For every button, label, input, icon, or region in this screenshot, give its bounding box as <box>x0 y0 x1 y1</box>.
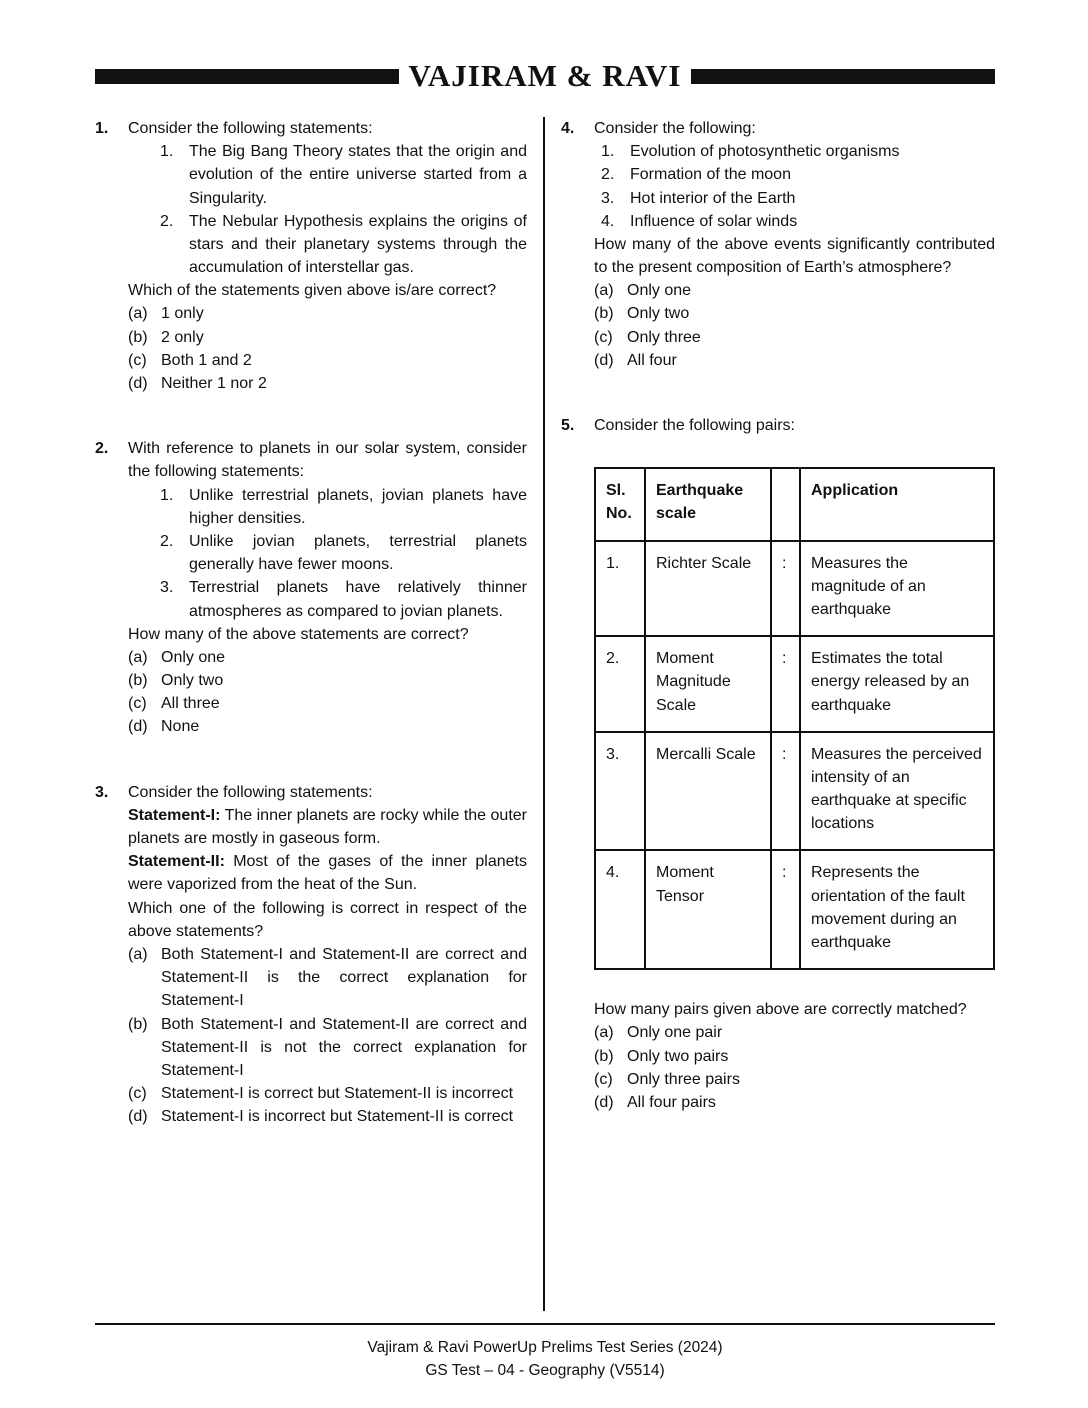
question-number: 4. <box>561 119 575 137</box>
statement-paragraph <box>128 804 527 850</box>
question-3 <box>95 781 527 1129</box>
option-row <box>128 302 527 325</box>
table-header-earthquake-scale: Earthquake scale <box>645 468 771 540</box>
statement-item <box>128 576 527 622</box>
option-text: Only three <box>627 328 701 346</box>
item-text: Formation of the moon <box>630 166 791 184</box>
question-number: 1. <box>95 119 109 137</box>
cell-scale: Richter Scale <box>645 541 771 637</box>
question-2 <box>95 437 527 738</box>
footer-line-1: Vajiram & Ravi PowerUp Prelims Test Series (2024) <box>367 1339 723 1357</box>
cell-application: Measures the magnitude of an earthquake <box>800 541 994 637</box>
question-body <box>128 437 527 738</box>
item-number: 1. <box>601 143 615 161</box>
statement-paragraph <box>128 850 527 896</box>
question-stem: How many of the above statements are correct? <box>128 625 469 643</box>
option-text: Both 1 and 2 <box>161 351 252 369</box>
option-row <box>594 279 995 302</box>
item-number: 4. <box>601 212 615 230</box>
question-intro: Consider the following: <box>594 119 756 137</box>
option-label: (c) <box>594 328 613 346</box>
footer-divider <box>95 1323 995 1325</box>
cell-application: Represents the orientation of the fault movement during an earthquake <box>800 850 994 969</box>
option-row <box>128 692 527 715</box>
option-label: (d) <box>594 1093 614 1111</box>
option-label: (c) <box>594 1070 613 1088</box>
question-1 <box>95 117 527 395</box>
option-label: (d) <box>594 351 614 369</box>
item-number: 3. <box>160 579 174 597</box>
cell-colon: : <box>771 850 800 969</box>
statement-label: Statement-II: <box>128 853 225 871</box>
option-row <box>594 326 995 349</box>
statement-item <box>128 210 527 280</box>
cell-colon: : <box>771 732 800 851</box>
option-text: None <box>161 718 200 736</box>
option-text: 2 only <box>161 328 204 346</box>
option-text: All four <box>627 351 677 369</box>
item-number: 1. <box>160 143 174 161</box>
option-text: 1 only <box>161 305 204 323</box>
statement-text: Most of the gases of the inner planets were vaporized from the heat of the Sun. <box>128 853 527 894</box>
table-row <box>595 541 994 637</box>
item-number: 1. <box>160 486 174 504</box>
option-row <box>128 1082 527 1105</box>
cell-sl-no: 4. <box>595 850 645 969</box>
left-column <box>95 117 545 1311</box>
option-row <box>594 302 995 325</box>
item-text: Unlike terrestrial planets, jovian planets have higher densities. <box>189 486 527 527</box>
option-label: (b) <box>128 328 148 346</box>
option-row <box>128 1013 527 1083</box>
table-header-row <box>595 468 994 540</box>
option-text: Both Statement-I and Statement-II are correct and Statement-II is not the correct explanation for Statement-I <box>161 1015 527 1079</box>
statement-item <box>128 484 527 530</box>
question-number: 5. <box>561 417 575 434</box>
option-text: Only one <box>161 648 226 666</box>
item-number: 2. <box>160 532 174 550</box>
option-row <box>594 1068 995 1091</box>
cell-application: Estimates the total energy released by an earthquake <box>800 636 994 732</box>
question-stem: How many pairs given above are correctly matched? <box>594 1001 967 1019</box>
table-header-spacer <box>771 468 800 540</box>
statement-item <box>594 210 995 233</box>
option-row <box>128 646 527 669</box>
option-text: Only one pair <box>627 1024 723 1042</box>
masthead <box>95 54 995 99</box>
option-label: (c) <box>128 351 147 369</box>
question-stem: Which of the statements given above is/are correct? <box>128 282 497 300</box>
option-label: (b) <box>594 305 614 323</box>
table-row <box>595 732 994 851</box>
option-text: Only two <box>161 672 224 690</box>
item-text: Hot interior of the Earth <box>630 189 796 207</box>
option-label: (b) <box>128 672 148 690</box>
option-label: (a) <box>128 648 148 666</box>
cell-scale: Moment Tensor <box>645 850 771 969</box>
item-text: The Nebular Hypothesis explains the origins of stars and their planetary systems through the accumulation of interstellar gas. <box>189 212 527 277</box>
question-number: 2. <box>95 440 109 458</box>
option-label: (c) <box>128 1085 147 1103</box>
option-row <box>128 715 527 738</box>
pairs-table <box>594 467 995 970</box>
option-label: (b) <box>594 1047 614 1065</box>
option-row <box>128 1105 527 1128</box>
cell-application: Measures the perceived intensity of an earthquake at specific locations <box>800 732 994 851</box>
option-row <box>594 1045 995 1068</box>
option-label: (a) <box>128 945 148 963</box>
cell-sl-no: 1. <box>595 541 645 637</box>
option-row <box>594 1091 995 1114</box>
option-label: (a) <box>128 305 148 323</box>
option-text: Statement-I is correct but Statement-II is incorrect <box>161 1085 514 1103</box>
option-row <box>128 349 527 372</box>
cell-colon: : <box>771 636 800 732</box>
brand-title: VAJIRAM & RAVI <box>408 58 682 93</box>
option-text: Only three pairs <box>627 1070 740 1088</box>
cell-scale: Mercalli Scale <box>645 732 771 851</box>
option-label: (c) <box>128 695 147 713</box>
item-text: Influence of solar winds <box>630 212 798 230</box>
question-stem: How many of the above events significantly contributed to the present composition of Earth’s atmosphere? <box>594 235 995 277</box>
item-number: 2. <box>160 212 174 230</box>
masthead-right-bar <box>691 69 995 84</box>
item-number: 2. <box>601 166 615 184</box>
statement-item <box>594 140 995 163</box>
question-body <box>128 117 527 395</box>
item-text: Evolution of photosynthetic organisms <box>630 143 900 161</box>
question-number: 3. <box>95 783 109 801</box>
option-label: (d) <box>128 718 148 736</box>
option-label: (a) <box>594 1024 614 1042</box>
question-4 <box>561 117 995 372</box>
question-intro: Consider the following statements: <box>128 119 373 137</box>
two-column-layout <box>95 117 995 1311</box>
option-row <box>594 349 995 372</box>
statement-label: Statement-I: <box>128 806 221 824</box>
question-intro: With reference to planets in our solar system, consider the following statements: <box>128 440 527 481</box>
option-label: (d) <box>128 1108 148 1126</box>
table-row <box>595 636 994 732</box>
statement-item <box>594 187 995 210</box>
option-label: (b) <box>128 1015 148 1033</box>
question-body <box>128 781 527 1129</box>
option-text: Neither 1 nor 2 <box>161 375 267 392</box>
table-row <box>595 850 994 969</box>
cell-scale: Moment Magnitude Scale <box>645 636 771 732</box>
masthead-left-bar <box>95 69 399 84</box>
table-header-sl-no: Sl. No. <box>595 468 645 540</box>
item-text: Unlike jovian planets, terrestrial planets generally have fewer moons. <box>189 532 527 574</box>
cell-sl-no: 3. <box>595 732 645 851</box>
question-stem: Which one of the following is correct in respect of the above statements? <box>128 899 527 940</box>
option-label: (a) <box>594 282 614 300</box>
statement-item <box>594 163 995 186</box>
page-footer <box>95 1323 995 1382</box>
question-intro: Consider the following pairs: <box>594 417 795 434</box>
table-header-application: Application <box>800 468 994 540</box>
item-text: The Big Bang Theory states that the origin and evolution of the entire universe started from a Singularity. <box>189 143 527 207</box>
question-body <box>594 414 995 1114</box>
item-number: 3. <box>601 189 615 207</box>
option-row <box>128 943 527 1013</box>
question-body <box>594 117 995 372</box>
option-row <box>128 669 527 692</box>
right-column <box>545 117 995 1311</box>
option-label: (d) <box>128 375 148 392</box>
cell-sl-no: 2. <box>595 636 645 732</box>
statement-item <box>128 530 527 576</box>
option-text: Only two <box>627 305 690 323</box>
statement-item <box>128 140 527 210</box>
statement-text: The inner planets are rocky while the outer planets are mostly in gaseous form. <box>128 806 527 847</box>
footer-line-2: GS Test – 04 - Geography (V5514) <box>425 1361 665 1379</box>
option-text: Statement-I is incorrect but Statement-II is correct <box>161 1108 514 1126</box>
item-text: Terrestrial planets have relatively thinner atmospheres as compared to jovian planets. <box>189 579 527 620</box>
option-text: Only one <box>627 282 692 300</box>
option-text: Both Statement-I and Statement-II are correct and Statement-II is the correct explanation for Statement-I <box>161 945 527 1010</box>
option-row <box>128 372 527 395</box>
option-row <box>128 326 527 349</box>
question-intro: Consider the following statements: <box>128 783 373 801</box>
option-text: Only two pairs <box>627 1047 729 1065</box>
option-text: All three <box>161 695 220 713</box>
option-text: All four pairs <box>627 1093 716 1111</box>
cell-colon: : <box>771 541 800 637</box>
option-row <box>594 1021 995 1044</box>
question-5 <box>561 414 995 1114</box>
